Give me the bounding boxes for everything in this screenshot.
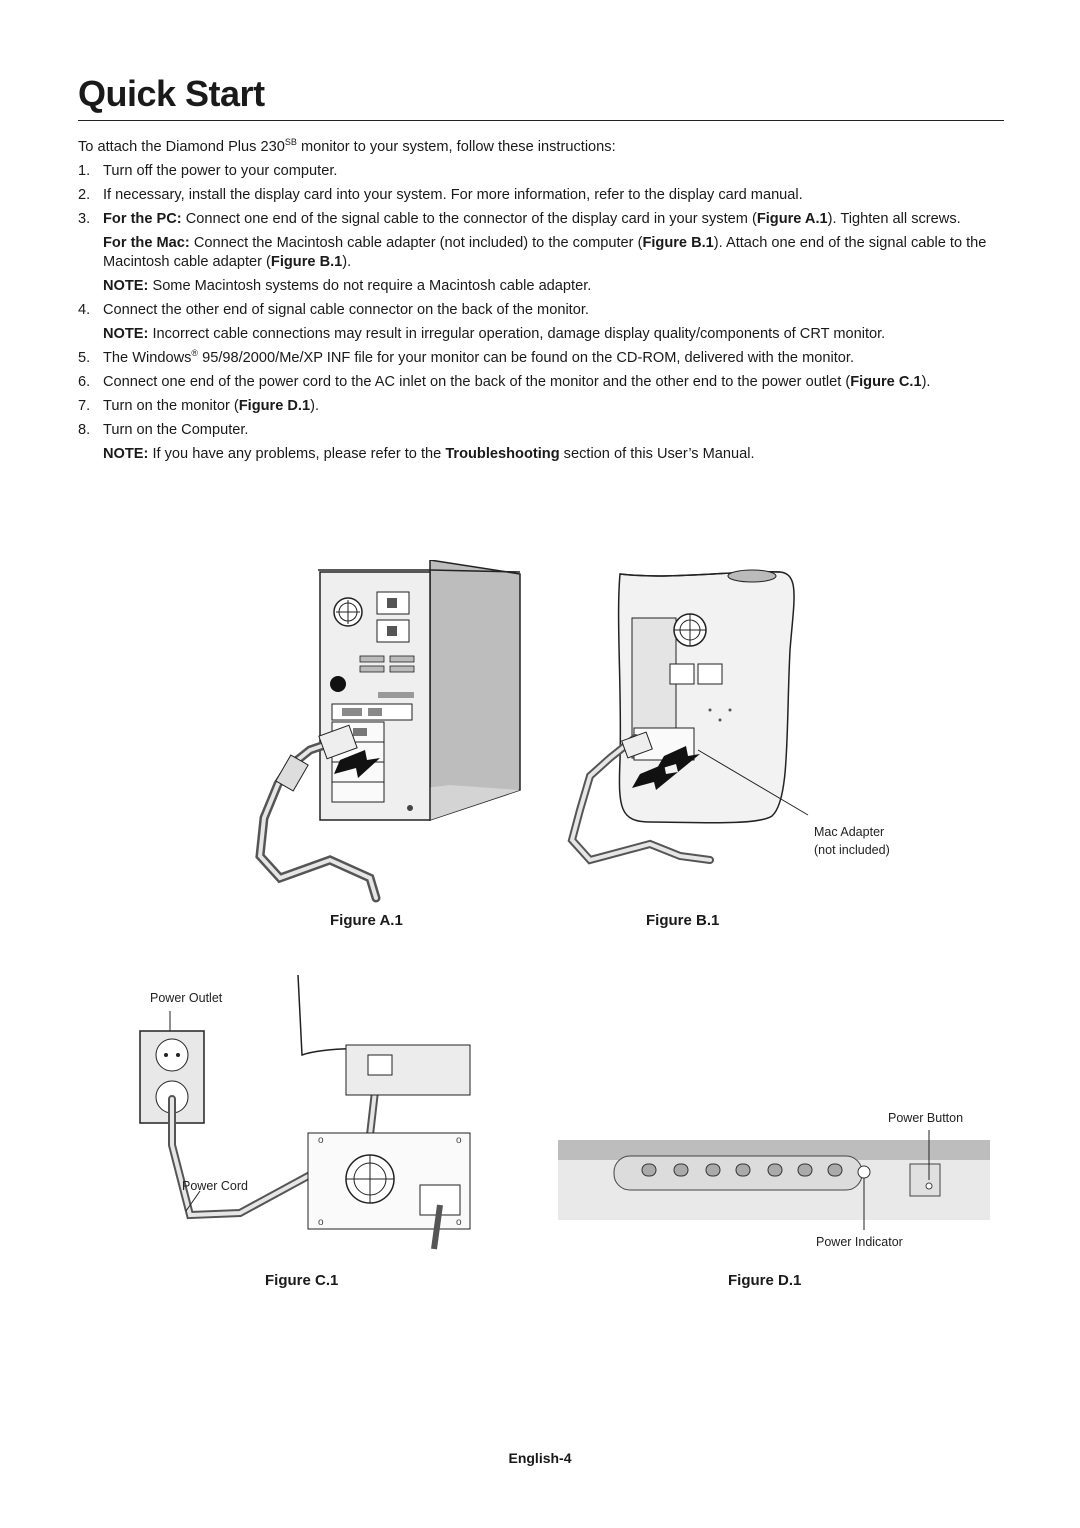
- step-1: 1. Turn off the power to your computer.: [78, 163, 338, 179]
- step-5: 5. The Windows® 95/98/2000/Me/XP INF file for your monitor can be found on the CD-ROM, delivered with the monitor.: [78, 348, 855, 366]
- svg-text:o: o: [318, 1135, 324, 1146]
- figure-c1-power-cord-illustration: [130, 975, 480, 1265]
- power-indicator-label: Power Indicator: [816, 1235, 903, 1249]
- mac-adapter-label-line2: (not included): [814, 843, 890, 857]
- figure-d1-caption: Figure D.1: [728, 1272, 802, 1289]
- note-cable-connections: NOTE: Incorrect cable connections may result in irregular operation, damage display quality/components of CRT monitor.: [103, 326, 886, 342]
- step-6: 6. Connect one end of the power cord to the AC inlet on the back of the monitor and the other end to the power outlet (Figure C.1).: [78, 374, 931, 390]
- figure-c1-caption: Figure C.1: [265, 1272, 339, 1289]
- power-button-label: Power Button: [888, 1111, 964, 1125]
- svg-text:o: o: [318, 1217, 324, 1228]
- step-8: 8. Turn on the Computer.: [78, 422, 249, 438]
- intro-text: To attach the Diamond Plus $230^{SB}$ monitor to your system, follow these instructions:: [78, 137, 616, 155]
- mac-instructions: For the Mac: Connect the Macintosh cable adapter (not included) to the computer (Figure B.1). Attach one end of the signal cable to the Macintosh cable adapter (Figure B.1).: [103, 235, 987, 270]
- page-title: Quick Start: [78, 73, 265, 114]
- figure-d1-monitor-controls-illustration: [550, 1130, 990, 1230]
- power-outlet-label: Power Outlet: [150, 991, 223, 1005]
- instructions: [78, 138, 1008, 469]
- step-3: 3. For the PC: Connect one end of the signal cable to the connector of the display card in your system (Figure A.1). Tighten all screws.: [78, 211, 961, 227]
- note-mac-adapter: NOTE: Some Macintosh systems do not require a Macintosh cable adapter.: [103, 278, 592, 294]
- figure-b1-caption: Figure B.1: [646, 912, 720, 929]
- note-troubleshooting: NOTE: If you have any problems, please refer to the Troubleshooting section of this User’s Manual.: [103, 446, 755, 462]
- page-number: English-4: [508, 1450, 572, 1466]
- figure-a1-caption: Figure A.1: [330, 912, 403, 929]
- svg-text:o: o: [456, 1135, 462, 1146]
- step-7: 7. Turn on the monitor (Figure D.1).: [78, 398, 320, 414]
- figure-a1-pc-tower-illustration: [250, 560, 540, 910]
- figure-b1-mac-illustration: [560, 560, 820, 870]
- title-rule: [78, 120, 1004, 121]
- mac-adapter-label-line1: Mac Adapter: [814, 825, 885, 839]
- power-cord-label: Power Cord: [182, 1179, 248, 1193]
- step-4: 4. Connect the other end of signal cable connector on the back of the monitor.: [78, 302, 589, 318]
- step-2: 2. If necessary, install the display card into your system. For more information, refer to the display card manual.: [78, 187, 803, 203]
- svg-text:o: o: [456, 1217, 462, 1228]
